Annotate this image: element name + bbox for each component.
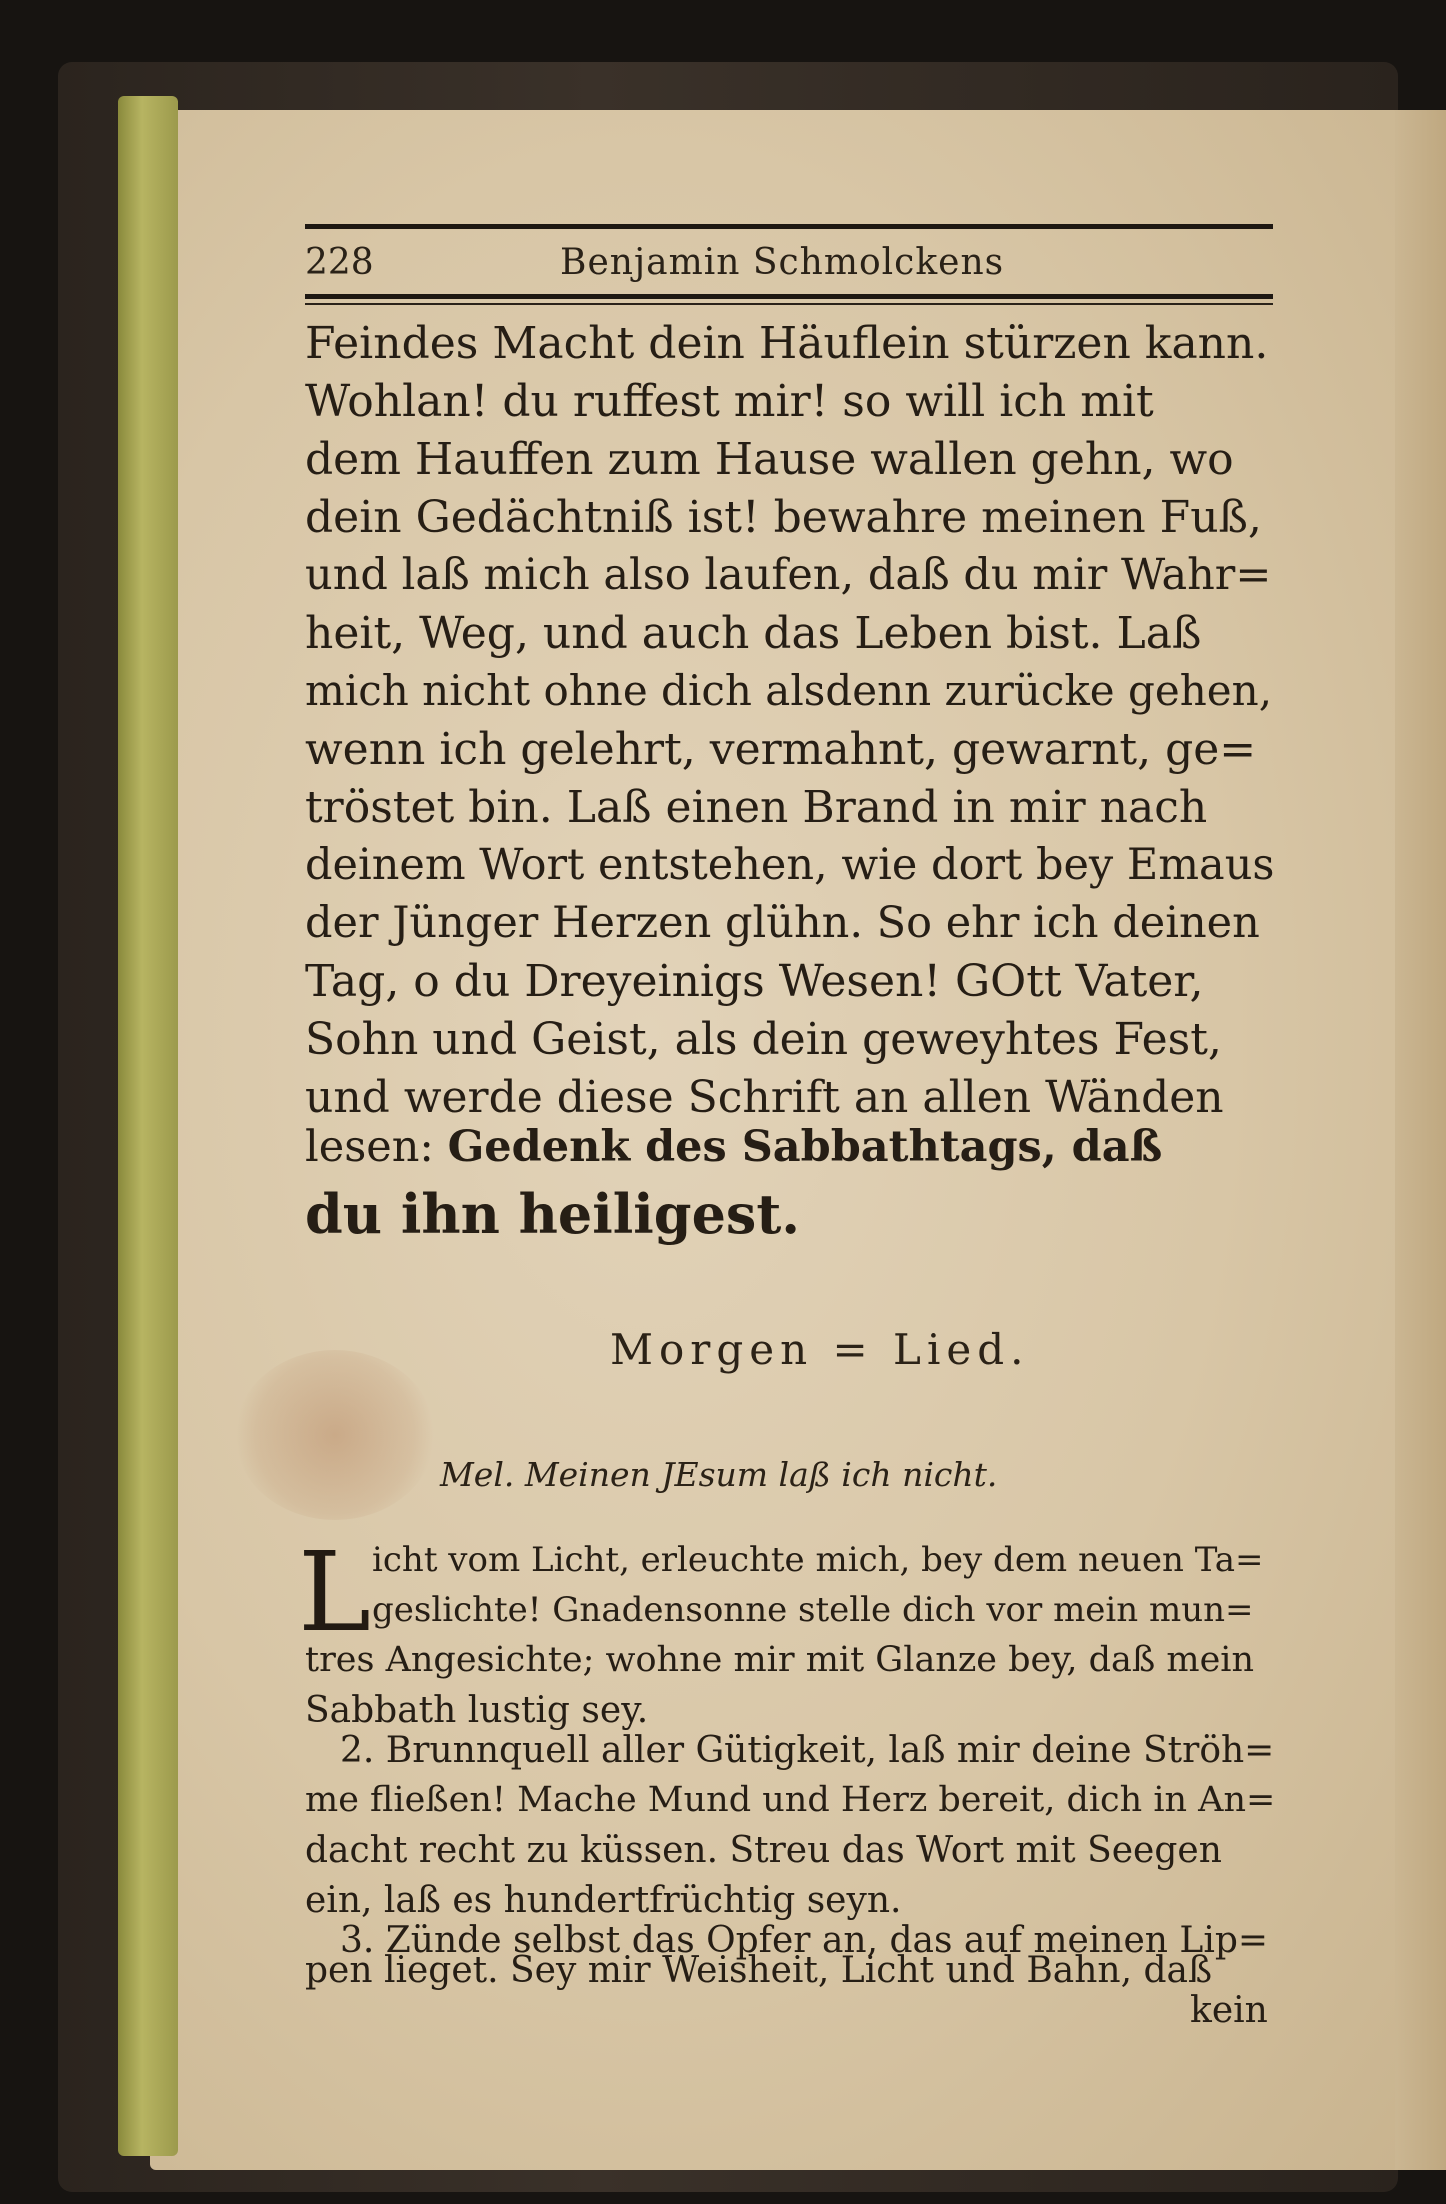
- running-header: [305, 240, 1273, 290]
- body-line: Wohlan! du ruffest mir! so will ich mit: [305, 376, 1154, 427]
- body-line: Feindes Macht dein Häuflein stürzen kann.: [305, 318, 1269, 369]
- gilt-page-edges: [118, 96, 178, 2156]
- body-line: wenn ich gelehrt, vermahnt, gewarnt, ge=: [305, 724, 1257, 775]
- body-line: dem Hauffen zum Hause wallen gehn, wo: [305, 434, 1234, 485]
- body-line: Sohn und Geist, als dein geweyhtes Fest,: [305, 1014, 1222, 1065]
- verse-line: icht vom Licht, erleuchte mich, bey dem neuen Ta=: [372, 1540, 1264, 1580]
- header-rule-bottom: [305, 294, 1273, 299]
- closing-line: [305, 1122, 1275, 1172]
- hymn-melody: Mel. Meinen JEsum laß ich nicht.: [440, 1455, 998, 1494]
- closing-emphasis: Gedenk des Sabbathtags, daß: [447, 1122, 1163, 1172]
- body-line: deinem Wort entstehen, wie dort bey Emaus: [305, 840, 1275, 890]
- catchword: kein: [1190, 1990, 1268, 2031]
- drop-cap: L: [298, 1528, 372, 1656]
- header-rule-top: [305, 224, 1273, 229]
- verse-line: 3. Zünde selbst das Opfer an, das auf meinen Lip=: [340, 1920, 1269, 1961]
- verse-line: 2. Brunnquell aller Gütigkeit, laß mir deine Ströh=: [340, 1730, 1275, 1771]
- body-line: Tag, o du Dreyeinigs Wesen! GOtt Vater,: [305, 956, 1204, 1007]
- verse-line: geslichte! Gnadensonne stelle dich vor mein mun=: [372, 1590, 1254, 1630]
- running-title: Benjamin Schmolckens: [560, 242, 1005, 283]
- body-line: und laß mich also laufen, daß du mir Wahr=: [305, 550, 1272, 600]
- body-line: dein Gedächtniß ist! bewahre meinen Fuß,: [305, 492, 1262, 543]
- verse-line: dacht recht zu küssen. Streu das Wort mit Seegen: [305, 1830, 1222, 1871]
- verse-line: tres Angesichte; wohne mir mit Glanze bey, daß mein: [305, 1640, 1255, 1680]
- body-line: heit, Weg, und auch das Leben bist. Laß: [305, 608, 1202, 659]
- body-line: tröstet bin. Laß einen Brand in mir nach: [305, 782, 1208, 833]
- verse-line: pen lieget. Sey mir Weisheit, Licht und Bahn, daß: [305, 1950, 1213, 1991]
- closing-prefix: lesen:: [305, 1122, 434, 1172]
- foxing-stain: [235, 1350, 435, 1520]
- hymn-title: Morgen = Lied.: [610, 1325, 1030, 1374]
- verse-line: Sabbath lustig sey.: [305, 1690, 649, 1731]
- verse-line: me fließen! Mache Mund und Herz bereit, dich in An=: [305, 1780, 1276, 1820]
- closing-line-last: du ihn heiligest.: [305, 1182, 801, 1246]
- header-rule-thin: [305, 303, 1273, 305]
- page-number: 228: [305, 242, 374, 283]
- body-line: mich nicht ohne dich alsdenn zurücke gehen,: [305, 666, 1273, 715]
- body-line: und werde diese Schrift an allen Wänden: [305, 1072, 1224, 1123]
- body-line: der Jünger Herzen glühn. So ehr ich deinen: [305, 898, 1260, 948]
- verse-line: ein, laß es hundertfrüchtig seyn.: [305, 1880, 902, 1921]
